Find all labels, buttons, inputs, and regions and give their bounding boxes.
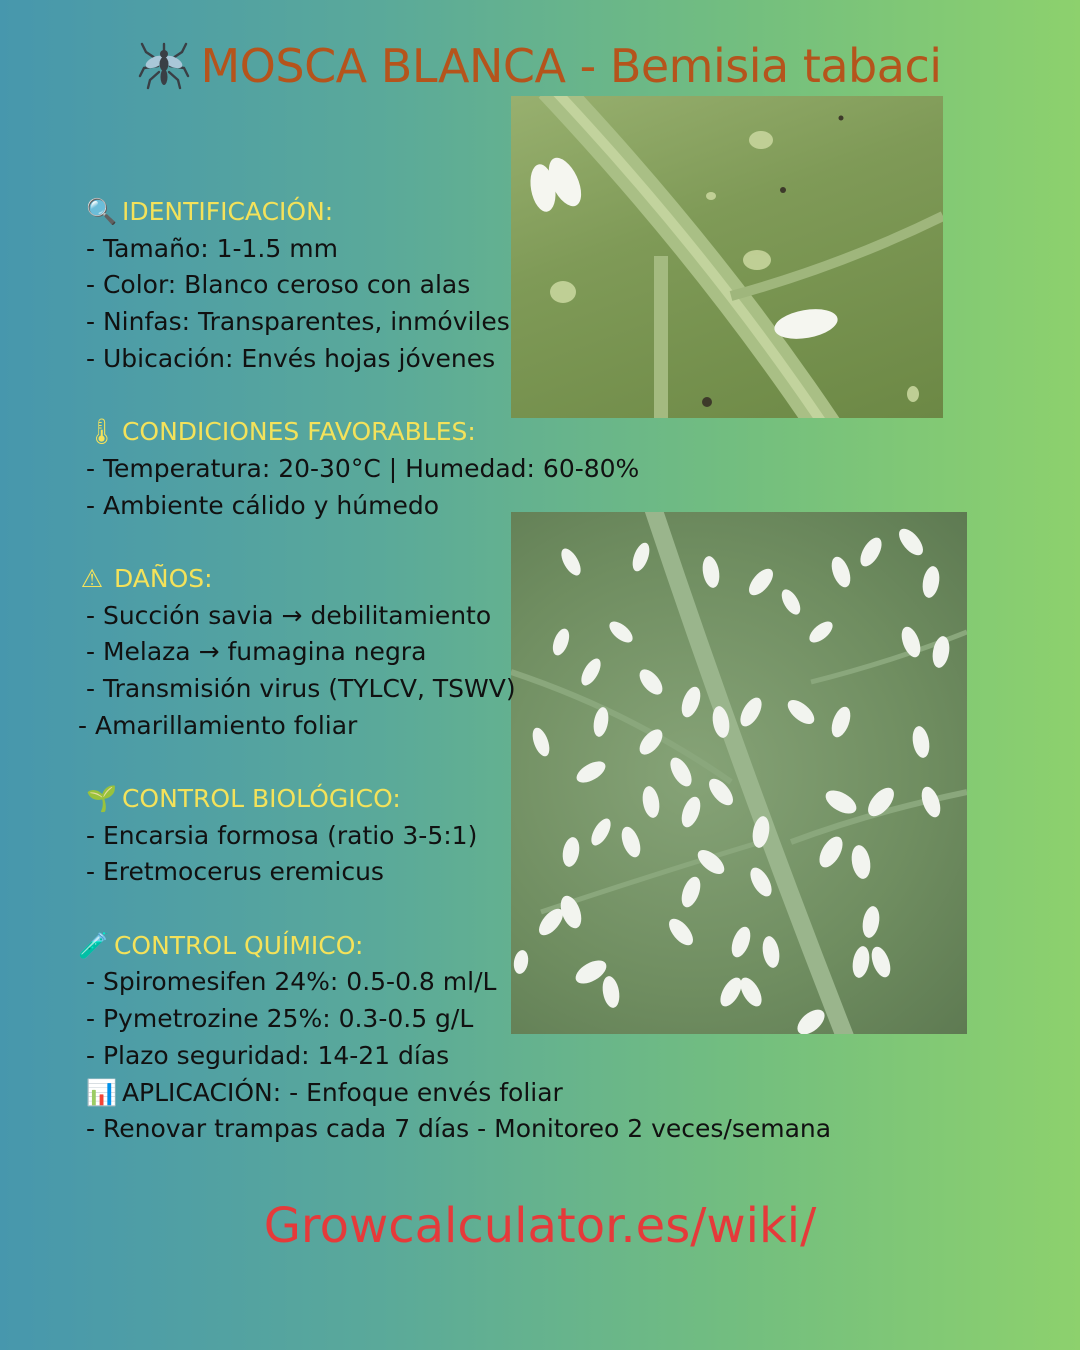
page-title: MOSCA BLANCA - Bemisia tabaci (0, 38, 1080, 101)
section-header-danos: ⚠ DAÑOS: (78, 561, 838, 598)
list-item: - Ambiente cálido y húmedo (86, 490, 439, 520)
list-item: - Plazo seguridad: 14-21 días (86, 1040, 450, 1070)
list-item: - Eretmocerus eremicus (86, 857, 384, 887)
list-item: - Melaza → fumagina negra (86, 637, 427, 667)
list-item: - Pymetrozine 25%: 0.3-0.5 g/L (86, 1004, 474, 1034)
list-item: - Ubicación: Envés hojas jóvenes (86, 343, 496, 373)
list-item: - Encarsia formosa (ratio 3-5:1) (86, 820, 478, 850)
info-content (78, 194, 838, 1148)
mosquito-icon (138, 38, 190, 101)
list-item: - Ninfas: Transparentes, inmóviles (86, 307, 510, 337)
list-item: - Color: Blanco ceroso con alas (86, 270, 471, 300)
seedling-icon: 🌱 (86, 784, 118, 813)
list-item: - Temperatura: 20-30°C | Humedad: 60-80% (86, 453, 640, 483)
section-header-condiciones: 🌡 CONDICIONES FAVORABLES: (78, 414, 838, 451)
list-item: - Transmisión virus (TYLCV, TSWV) (86, 673, 516, 703)
section-header-control-biologico: 🌱 CONTROL BIOLÓGICO: (78, 781, 838, 818)
footer-website-link[interactable]: Growcalculator.es/wiki/ (263, 1198, 817, 1254)
list-item: - Amarillamiento foliar (78, 710, 358, 740)
list-item: - Spiromesifen 24%: 0.5-0.8 ml/L (86, 967, 497, 997)
warning-icon: ⚠ (80, 563, 104, 593)
magnifier-icon: 🔍 (86, 197, 118, 226)
section-header-identificacion: 🔍 IDENTIFICACIÓN: (78, 194, 838, 231)
bar-chart-icon: 📊 (86, 1077, 118, 1107)
section-header-control-quimico: 🧪 CONTROL QUÍMICO: (78, 928, 838, 965)
section-header-aplicacion: 📊 APLICACIÓN: - Enfoque envés foliar (78, 1075, 838, 1112)
list-item: - Succión savia → debilitamiento (86, 600, 492, 630)
test-tube-icon: 🧪 (78, 930, 110, 960)
list-item: - Renovar trampas cada 7 días - Monitoreo 2 veces/semana (86, 1114, 832, 1144)
list-item: - Tamaño: 1-1.5 mm (86, 233, 338, 263)
thermometer-icon: 🌡 (86, 417, 118, 447)
